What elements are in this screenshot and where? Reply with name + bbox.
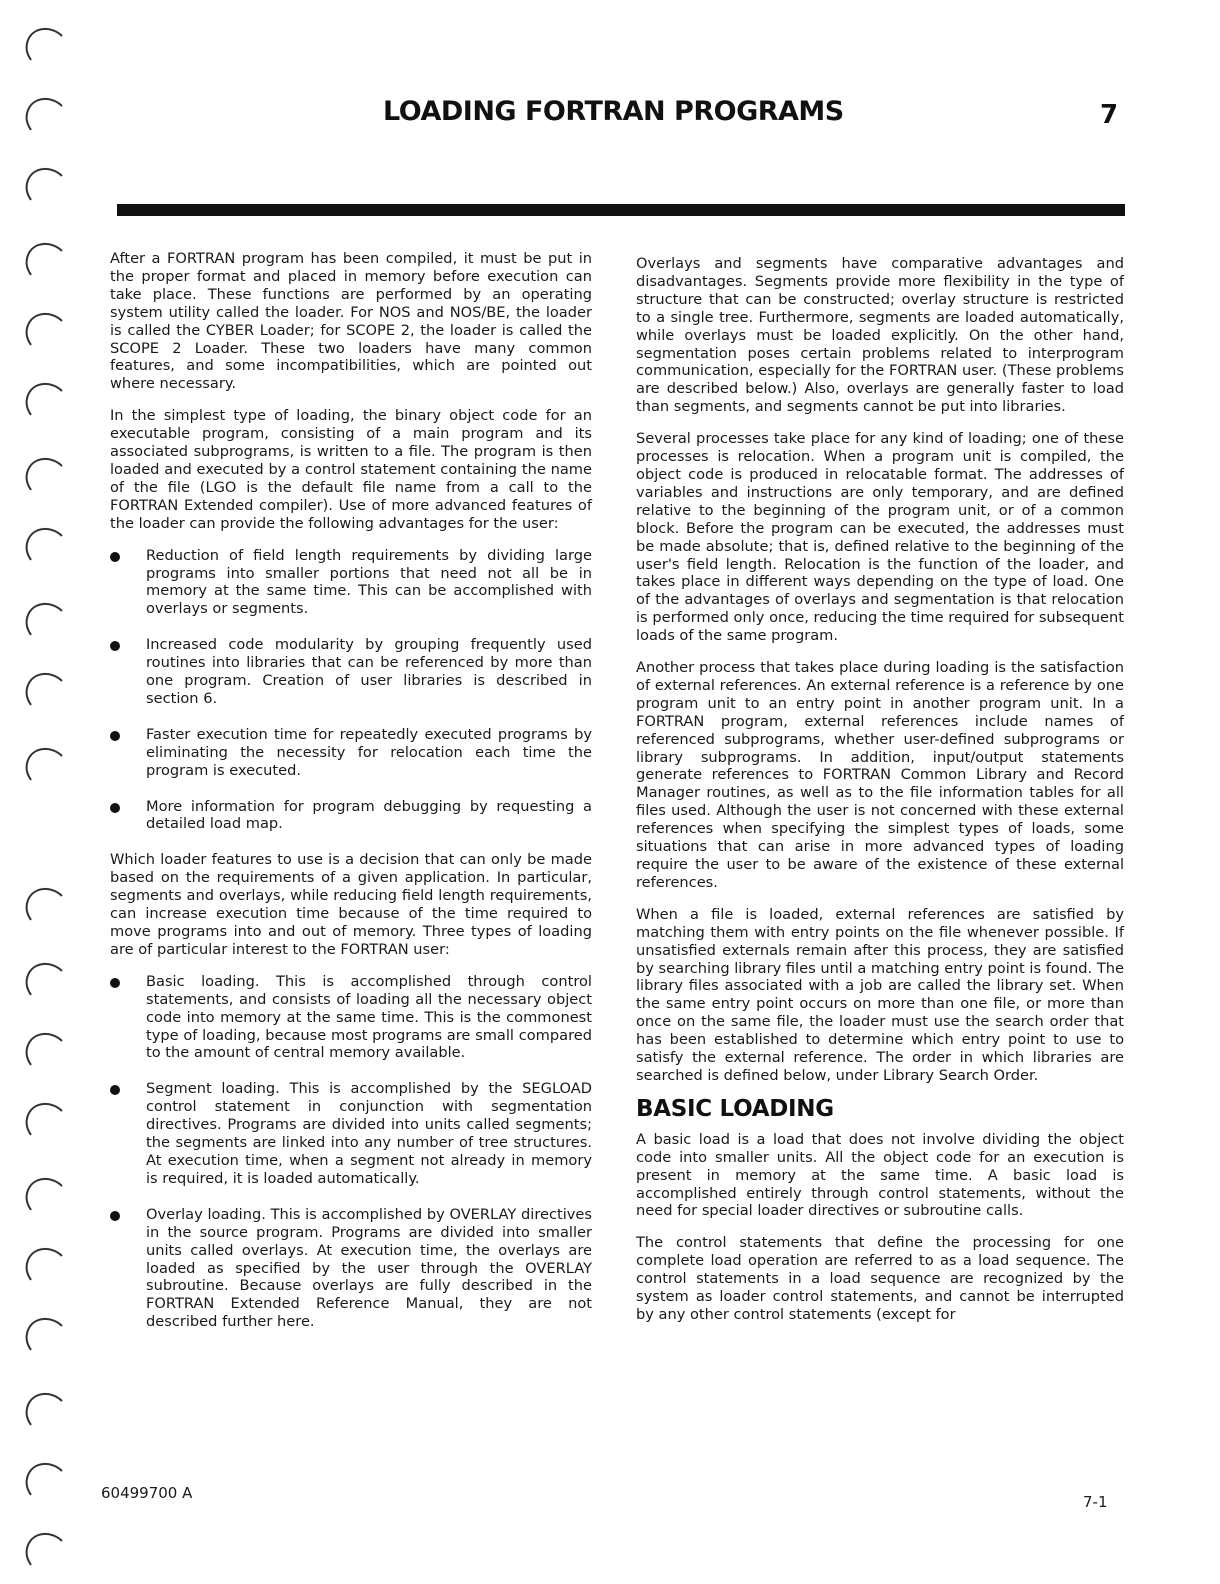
- binder-hole-mark: [22, 880, 68, 928]
- binder-hole-mark: [22, 1095, 68, 1143]
- binder-hole-mark: [22, 1525, 68, 1573]
- binder-hole-mark: [22, 90, 68, 138]
- binder-hole-mark: [22, 235, 68, 283]
- section-heading: BASIC LOADING: [636, 1095, 834, 1122]
- binder-hole-mark: [22, 665, 68, 713]
- bullet-icon: [110, 552, 120, 562]
- binder-holes: [22, 0, 72, 1584]
- bullet-icon: [110, 641, 120, 651]
- bullet-icon: [110, 731, 120, 741]
- overlays-segments-paragraph: Overlays and segments have comparative advantages and disadvantages. Segments provide more flexibility in the type of structure that can be constructed; overlay structure is restricted to a single tree. Furthermore, segments are loaded automatically, while overlays must be loaded explicitly. On the other hand, segmentation poses certain problems related to interprogram communication, especially for the FORTRAN user. (These problems are described below.) Also, overlays are generally faster to load than segments, and segments cannot be put into libraries.: [636, 255, 1124, 416]
- advantages-list: [110, 547, 592, 834]
- relocation-paragraph: Several processes take place for any kind of loading; one of these processes is relocation. When a program unit is compiled, the object code is produced in relocatable format. The addresses of variables and instructions are only temporary, and are defined relative to the beginning of the program unit, or of a common block. Before the program can be executed, the addresses must be made absolute; that is, defined relative to the beginning of the user's field length. Relocation is the function of the loader, and takes place in different ways depending on the type of load. One of the advantages of overlays and segmentation is that relocation is performed only once, reducing the time required for subsequent loads of the same program.: [636, 430, 1124, 645]
- bullet-icon: [110, 1085, 120, 1095]
- list-item: Basic loading. This is accomplished through control statements, and consists of loading all the necessary object code into memory at the same time. This is the commonest type of loading, because most programs are small compared to the amount of central memory available.: [110, 973, 592, 1063]
- binder-hole-mark: [22, 375, 68, 423]
- basic-load-paragraph: A basic load is a load that does not involve dividing the object code into smaller units. All the object code for an execution is present in memory at the same time. A basic load is accomplished entirely through control statements, without the need for special loader directives or subroutine calls.: [636, 1130, 1124, 1220]
- simple-loading-paragraph: In the simplest type of loading, the binary object code for an executable program, consisting of a main program and its associated subprograms, is written to a file. The program is then loaded and executed by a control statement containing the name of the file (LGO is the default file name from a call to the FORTRAN Extended compiler). Use of more advanced features of the loader can provide the following advantages for the user:: [110, 407, 592, 532]
- binder-hole-mark: [22, 1025, 68, 1073]
- binder-hole-mark: [22, 450, 68, 498]
- binder-hole-mark: [22, 1170, 68, 1218]
- chapter-title: LOADING FORTRAN PROGRAMS: [383, 96, 844, 127]
- binder-hole-mark: [22, 740, 68, 788]
- external-references-paragraph: Another process that takes place during loading is the satisfaction of external references. An external reference is a reference by one program unit to an entry point in another program unit. In a FORTRAN program, external references include names of referenced subprograms, whether user-defined subprograms or library subprograms. In addition, input/output statements generate references to FORTRAN Common Library and Record Manager routines, as well as to the file information tables for all files used. Although the user is not concerned with these external references when specifying the simplest types of loads, some situations that can arise in more advanced types of loading require the user to be aware of the existence of these external references.: [636, 659, 1124, 891]
- document-number: 60499700 A: [101, 1484, 193, 1502]
- binder-hole-mark: [22, 1310, 68, 1358]
- load-sequence-paragraph: The control statements that define the processing for one complete load operation are referred to as a load sequence. The control statements in a load sequence are recognized by the system as loader control statements, and cannot be interrupted by any other control statements (except for: [636, 1234, 1124, 1323]
- page-number: 7-1: [1083, 1493, 1108, 1511]
- binder-hole-mark: [22, 595, 68, 643]
- binder-hole-mark: [22, 955, 68, 1003]
- list-item: More information for program debugging by requesting a detailed load map.: [110, 798, 592, 834]
- bullet-icon: [110, 1211, 120, 1221]
- binder-hole-mark: [22, 160, 68, 208]
- binder-hole-mark: [22, 20, 68, 68]
- intro-paragraph: After a FORTRAN program has been compiled, it must be put in the proper format and placed in memory before execution can take place. These functions are performed by an operating system utility called the loader. For NOS and NOS/BE, the loader is called the CYBER Loader; for SCOPE 2, the loader is called the SCOPE 2 Loader. These two loaders have many common features, and some incompatibilities, which are pointed out where necessary.: [110, 250, 592, 393]
- binder-hole-mark: [22, 1240, 68, 1288]
- binder-hole-mark: [22, 520, 68, 568]
- binder-hole-mark: [22, 1455, 68, 1503]
- list-item: Increased code modularity by grouping frequently used routines into libraries that can be referenced by more than one program. Creation of user libraries is described in section 6.: [110, 636, 592, 708]
- list-item: Overlay loading. This is accomplished by OVERLAY directives in the source program. Programs are divided into smaller units called overlays. At execution time, the overlays are loaded as specified by the user through the OVERLAY subroutine. Because overlays are fully described in the FORTRAN Extended Reference Manual, they are not described further here.: [110, 1206, 592, 1331]
- header-rule: [117, 204, 1125, 216]
- chapter-number: 7: [1100, 100, 1119, 130]
- binder-hole-mark: [22, 1385, 68, 1433]
- bullet-icon: [110, 978, 120, 988]
- list-item: Faster execution time for repeatedly executed programs by eliminating the necessity for relocation each time the program is executed.: [110, 726, 592, 780]
- right-column: [636, 255, 1124, 1338]
- list-item: Segment loading. This is accomplished by the SEGLOAD control statement in conjunction with segmentation directives. Programs are divided into units called segments; the segments are linked into any number of tree structures. At execution time, when a segment not already in memory is required, it is loaded automatically.: [110, 1080, 592, 1187]
- loader-features-paragraph: Which loader features to use is a decision that can only be made based on the requirements of a given application. In particular, segments and overlays, while reducing field length requirements, can increase execution time because of the time required to move programs into and out of memory. Three types of loading are of particular interest to the FORTRAN user:: [110, 851, 592, 958]
- list-item: Reduction of field length requirements by dividing large programs into smaller portions that need not all be in memory at the same time. This can be accomplished with overlays or segments.: [110, 547, 592, 619]
- loading-types-list: [110, 973, 592, 1331]
- left-column: [110, 250, 592, 1349]
- binder-hole-mark: [22, 305, 68, 353]
- library-search-paragraph: When a file is loaded, external references are satisfied by matching them with entry points on the file whenever possible. If unsatisfied externals remain after this process, they are satisfied by searching library files until a matching entry point is found. The library files associated with a job are called the library set. When the same entry point occurs on more than one file, or more than once on the same file, the loader must use the search order that has been established to determine which entry point to use to satisfy the external reference. The order in which libraries are searched is defined below, under Library Search Order.: [636, 905, 1124, 1084]
- bullet-icon: [110, 803, 120, 813]
